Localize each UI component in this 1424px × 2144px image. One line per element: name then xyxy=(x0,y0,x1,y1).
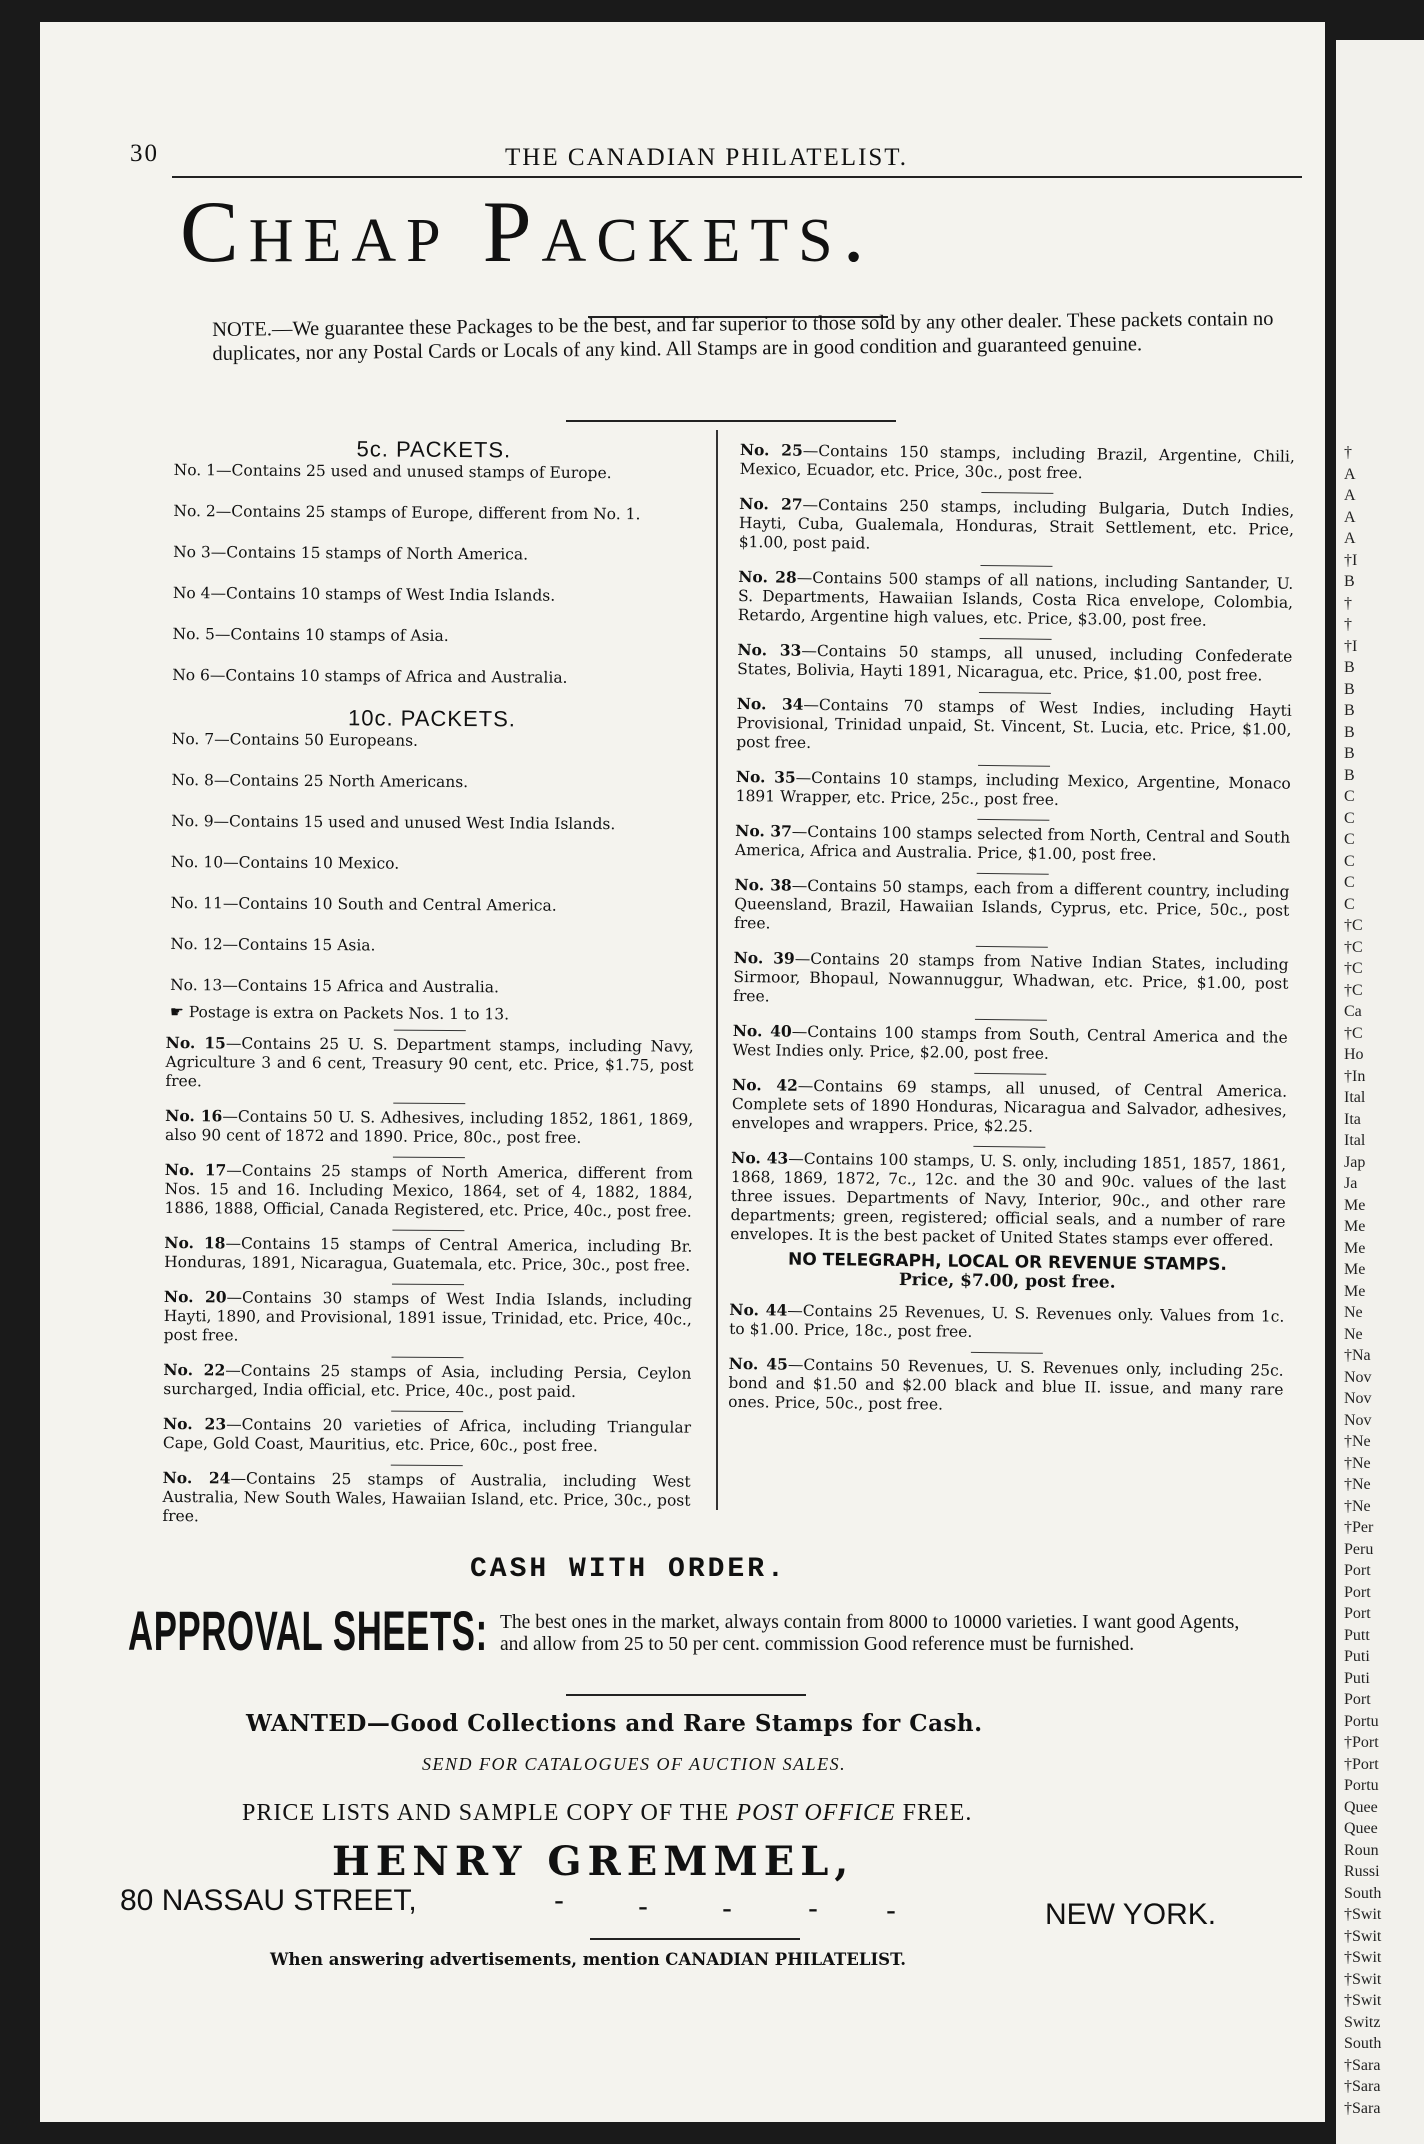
leader-dash: - xyxy=(638,1890,648,1923)
wanted-line: WANTED—Good Collections and Rare Stamps for Cash. xyxy=(246,1710,983,1737)
dealer-name: HENRY GREMMEL, xyxy=(332,1838,855,1885)
packet-line: No. 8—Contains 25 North Americans. xyxy=(171,771,469,792)
entry-text: —Contains 50 stamps, all unused, including Confederate States, Bolivia, Hayti 1891, Nicaragua, etc. Price, $1.00, post free. xyxy=(737,641,1293,685)
left-column xyxy=(162,428,698,1540)
entry-text: —Contains 20 varieties of Africa, including Triangular Cape, Gold Coast, Mauritius, etc. Price, 60c., post free. xyxy=(162,1415,692,1456)
entry-number: No. 23 xyxy=(162,1413,227,1434)
packet-entry xyxy=(164,1287,692,1349)
separator xyxy=(970,1352,1042,1354)
separator xyxy=(393,1157,465,1159)
dealer-address xyxy=(120,1884,1260,1931)
entry-text: —Contains 25 Revenues, U. S. Revenues only. Values from 1c. to $1.00. Price, 18c., post free. xyxy=(729,1301,1285,1341)
packet-entry xyxy=(736,767,1291,813)
separator xyxy=(393,1103,465,1105)
catalogue-line: SEND FOR CATALOGUES OF AUCTION SALES. xyxy=(422,1754,847,1774)
separator xyxy=(974,1073,1046,1075)
entry-number: No. 35 xyxy=(735,766,796,787)
packet-entry xyxy=(738,567,1294,632)
separator xyxy=(980,565,1052,567)
packet-line: No. 12—Contains 15 Asia. xyxy=(170,935,376,955)
packet-entry xyxy=(733,948,1289,1013)
telegraph-price: Price, $7.00, post free. xyxy=(898,1270,1116,1293)
entry-text: —Contains 50 stamps, each from a different country, including Queensland, Brazil, Hawaiian Islands, Cyprus, etc. Price, 50c., post free. xyxy=(733,876,1290,933)
section-10c-heading: 10c. PACKETS. xyxy=(347,705,517,732)
packet-entry xyxy=(736,694,1292,759)
separator xyxy=(392,1230,464,1232)
approval-sheets-text: The best ones in the market, always contain from 8000 to 10000 varieties. I want good Agents, and allow from 25 to 50 per cent. commission Good reference must be furnished. xyxy=(500,1612,1240,1655)
packet-line: No. 11—Contains 10 South and Central America. xyxy=(170,894,557,915)
ad-title-text: Cheap Packets. xyxy=(180,184,875,281)
leader-dash: - xyxy=(554,1884,564,1917)
packet-entry xyxy=(737,640,1292,686)
entry-text: —Contains 50 U. S. Adhesives, including 1852, 1861, 1869, also 90 cent of 1872 and 1890. Price, 80c., post free. xyxy=(165,1107,694,1147)
separator xyxy=(973,1146,1045,1148)
adjacent-page-index: † A A A A †I B † † †I B B B B B B C C C C C C †C †C †C †C Ca †C Ho †In Ital Ita Ital Jap Ja Me Me Me Me Me Ne Ne †Na Nov Nov Nov †Ne †Ne †Ne †Ne †Per Peru Port Port Port Putt Puti Puti Port Portu †Port †Port Portu Quee Quee Roun Russi South †Swit †Swit †Swit †Swit †Swit Switz South †Sara †Sara †Sara xyxy=(1344,444,1382,2117)
separator xyxy=(974,1019,1046,1021)
entry-number: No. 25 xyxy=(739,440,803,460)
separator xyxy=(394,1030,466,1032)
entry-text: —Contains 25 stamps of Asia, including Persia, Ceylon surcharged, India official, etc. Price, 40c., post paid. xyxy=(163,1361,692,1401)
separator xyxy=(976,873,1048,875)
separator xyxy=(978,692,1050,694)
address-rule xyxy=(590,1938,800,1940)
ad-title xyxy=(180,182,1300,283)
entry-text: —Contains 25 stamps of Australia, including West Australia, New South Wales, Hawaiian Island, etc. Price, 30c., post free. xyxy=(162,1469,691,1526)
city: NEW YORK. xyxy=(1045,1898,1217,1931)
entry-number: No. 45 xyxy=(728,1353,789,1374)
entry-number: No. 40 xyxy=(732,1020,792,1041)
no-telegraph-notice: NO TELEGRAPH, LOCAL OR REVENUE STAMPS. xyxy=(787,1249,1228,1276)
packet-line: No. 2—Contains 25 stamps of Europe, different from No. 1. xyxy=(173,502,641,524)
packet-line: No. 10—Contains 10 Mexico. xyxy=(170,853,400,873)
entry-number: No. 27 xyxy=(739,493,803,514)
packet-line: No 3—Contains 15 stamps of North America. xyxy=(173,543,529,564)
entry-text: —Contains 500 stamps of all nations, including Santander, U. S. Departments, Hawaiian Islands, Costa Rica envelope, Colombia, Retardo, Argentine high values, etc. Price, $3.00, post free. xyxy=(737,568,1294,630)
entry-number: No. 44 xyxy=(729,1299,788,1320)
journal-title: THE CANADIAN PHILATELIST. xyxy=(505,144,908,171)
packet-entry xyxy=(163,1360,691,1403)
entry-number: No. 15 xyxy=(165,1032,226,1053)
footer-note: When answering advertisements, mention CANADIAN PHILATELIST. xyxy=(270,1950,906,1969)
entry-text: —Contains 30 stamps of West India Islands, including Hayti, 1890, and Provisional, 1891 issue, Trinidad, etc. Price, 40c., post free. xyxy=(163,1288,692,1345)
revenue-entry xyxy=(729,1300,1284,1346)
entry-number: No. 17 xyxy=(164,1159,227,1180)
entry-text: —Contains 50 Revenues, U. S. Revenues only, including 25c. bond and $1.50 and $2.00 black and blue II. issue, and many rare ones. Price, 50c., post free. xyxy=(728,1355,1284,1414)
approval-sheets-title: APPROVAL SHEETS: xyxy=(128,1599,488,1662)
note-rule xyxy=(566,420,896,422)
revenue-entry xyxy=(728,1354,1284,1419)
entry-number: No. 37 xyxy=(735,820,792,841)
entry-number: No. 38 xyxy=(734,874,792,895)
packet-line: No 4—Contains 10 stamps of West India Islands. xyxy=(172,584,556,605)
leader-dash: - xyxy=(808,1892,818,1925)
separator xyxy=(975,946,1047,948)
entry-text: —Contains 10 stamps, including Mexico, Argentine, Monaco 1891 Wrapper, etc. Price, 25c., post free. xyxy=(735,768,1291,809)
section-5c-heading: 5c. PACKETS. xyxy=(356,436,512,463)
entry-text: —Contains 20 stamps from Native Indian States, including Sirmoor, Bhopaul, Nowannuggur, Whadwan, etc. Price, $1.00, post free. xyxy=(733,949,1289,1006)
guarantee-note: NOTE.—We guarantee these Packages to be the best, and far superior to those sold by any other dealer. These packets contain no duplicates, nor any Postal Cards or Locals of any kind. All Stamps are in good condition and guaranteed genuine. xyxy=(212,307,1274,365)
entry-text: —Contains 250 stamps, including Bulgaria, Dutch Indies, Hayti, Cuba, Gualemala, Honduras, Strait Settlement, etc. Price, $1.00, post paid. xyxy=(738,495,1295,553)
entry-text: —Contains 150 stamps, including Brazil, Argentine, Chili, Mexico, Ecuador, etc. Price, 30c., post free. xyxy=(739,441,1295,483)
separator xyxy=(392,1284,464,1286)
separator xyxy=(979,638,1051,640)
packet-line: No. 9—Contains 15 used and unused West India Islands. xyxy=(171,812,616,834)
packet-line: No. 5—Contains 10 stamps of Asia. xyxy=(172,625,449,645)
separator xyxy=(981,492,1053,494)
entry-number: No. 33 xyxy=(737,639,802,660)
entry-text: —Contains 25 U. S. Department stamps, including Navy, Agriculture 3 and 6 cent, Treasury 90 cent, etc. Price, $1.75, post free. xyxy=(165,1034,694,1091)
packet-line: No. 7—Contains 50 Europeans. xyxy=(171,730,419,750)
price-lists-free: FREE. xyxy=(902,1800,973,1826)
adjacent-page-strip xyxy=(1336,40,1424,2144)
right-column xyxy=(728,440,1295,1429)
entry-number: No. 24 xyxy=(162,1467,231,1488)
packet-entry xyxy=(163,1414,691,1457)
packet-entry xyxy=(730,1148,1286,1251)
postage-note: ☛ Postage is extra on Packets Nos. 1 to 13. xyxy=(169,1003,510,1024)
price-lists-line xyxy=(242,1800,972,1827)
separator xyxy=(391,1411,463,1413)
entry-text: —Contains 15 stamps of Central America, including Br. Honduras, 1891, Nicaragua, Guatemala, etc. Price, 30c., post free. xyxy=(164,1234,693,1275)
post-office-title: POST OFFICE xyxy=(736,1800,896,1826)
entry-number: No. 20 xyxy=(163,1286,227,1307)
column-divider xyxy=(716,430,718,1510)
packet-entry xyxy=(162,1468,690,1530)
packet-entry xyxy=(165,1106,693,1149)
entry-number: No. 18 xyxy=(164,1232,226,1253)
packet-line: No. 1—Contains 25 used and unused stamps of Europe. xyxy=(173,461,612,483)
entry-text: —Contains 100 stamps from South, Central America and the West Indies only. Price, $2.00, post free. xyxy=(732,1022,1288,1063)
leader-dash: - xyxy=(886,1894,896,1927)
packet-line: No 6—Contains 10 stamps of Africa and Australia. xyxy=(172,666,568,687)
separator xyxy=(391,1465,463,1467)
entry-text: —Contains 70 stamps of West Indies, including Hayti Provisional, Trinidad unpaid, St. Vincent, St. Lucia, etc. Price, $1.00, post free. xyxy=(736,695,1292,752)
approval-rule xyxy=(566,1694,806,1696)
entry-number: No. 42 xyxy=(732,1074,798,1095)
entry-text: —Contains 100 stamps, U. S. only, including 1851, 1857, 1861, 1868, 1869, 1872, 7c., 12c. and the 30 and 90c. values of the last three issues. Departments of Navy, Interior, 90c., and other rare departments; green, registered; official seals, and a number of rare envelopes. It is the best packet of United States stamps ever offered. xyxy=(730,1149,1287,1250)
entry-number: No. 39 xyxy=(733,947,795,968)
packet-entry xyxy=(740,440,1295,486)
price-lists-text: PRICE LISTS AND SAMPLE COPY OF THE xyxy=(242,1800,730,1826)
entry-text: —Contains 100 stamps selected from North, Central and South America, Africa and Australia. Price, $1.00, post free. xyxy=(734,822,1291,865)
packet-entry xyxy=(165,1033,693,1095)
cash-with-order: CASH WITH ORDER. xyxy=(470,1554,787,1585)
packet-entry xyxy=(739,494,1295,559)
header-rule xyxy=(172,176,1302,178)
packet-line: No. 13—Contains 15 Africa and Australia. xyxy=(170,976,500,997)
street-address: 80 NASSAU STREET, xyxy=(120,1884,417,1917)
page-number: 30 xyxy=(130,140,159,167)
packet-entry xyxy=(735,821,1290,867)
leader-dash: - xyxy=(722,1892,732,1925)
separator xyxy=(392,1357,464,1359)
entry-text: —Contains 25 stamps of North America, different from Nos. 15 and 16. Including Mexico, 1864, set of 4, 1882, 1884, 1886, 1888, Official, Canada Registered, etc. Price, 40c., post free. xyxy=(164,1161,693,1221)
entry-number: No. 22 xyxy=(163,1359,226,1380)
entry-text: —Contains 69 stamps, all unused, of Central America. Complete sets of 1890 Honduras, Nicaragua and Salvador, adhesives, envelopes and wrappers. Price, $2.25. xyxy=(731,1076,1288,1136)
packet-entry xyxy=(164,1160,692,1222)
entry-number: No. 34 xyxy=(736,693,804,714)
separator xyxy=(977,819,1049,821)
entry-number: No. 43 xyxy=(731,1147,789,1168)
packet-entry xyxy=(732,1021,1287,1067)
entry-number: No. 28 xyxy=(738,566,797,587)
packet-entry xyxy=(732,1075,1288,1140)
packet-entry xyxy=(734,875,1290,940)
entry-number: No. 16 xyxy=(165,1105,223,1126)
separator xyxy=(978,765,1050,767)
packet-entry xyxy=(164,1233,692,1276)
